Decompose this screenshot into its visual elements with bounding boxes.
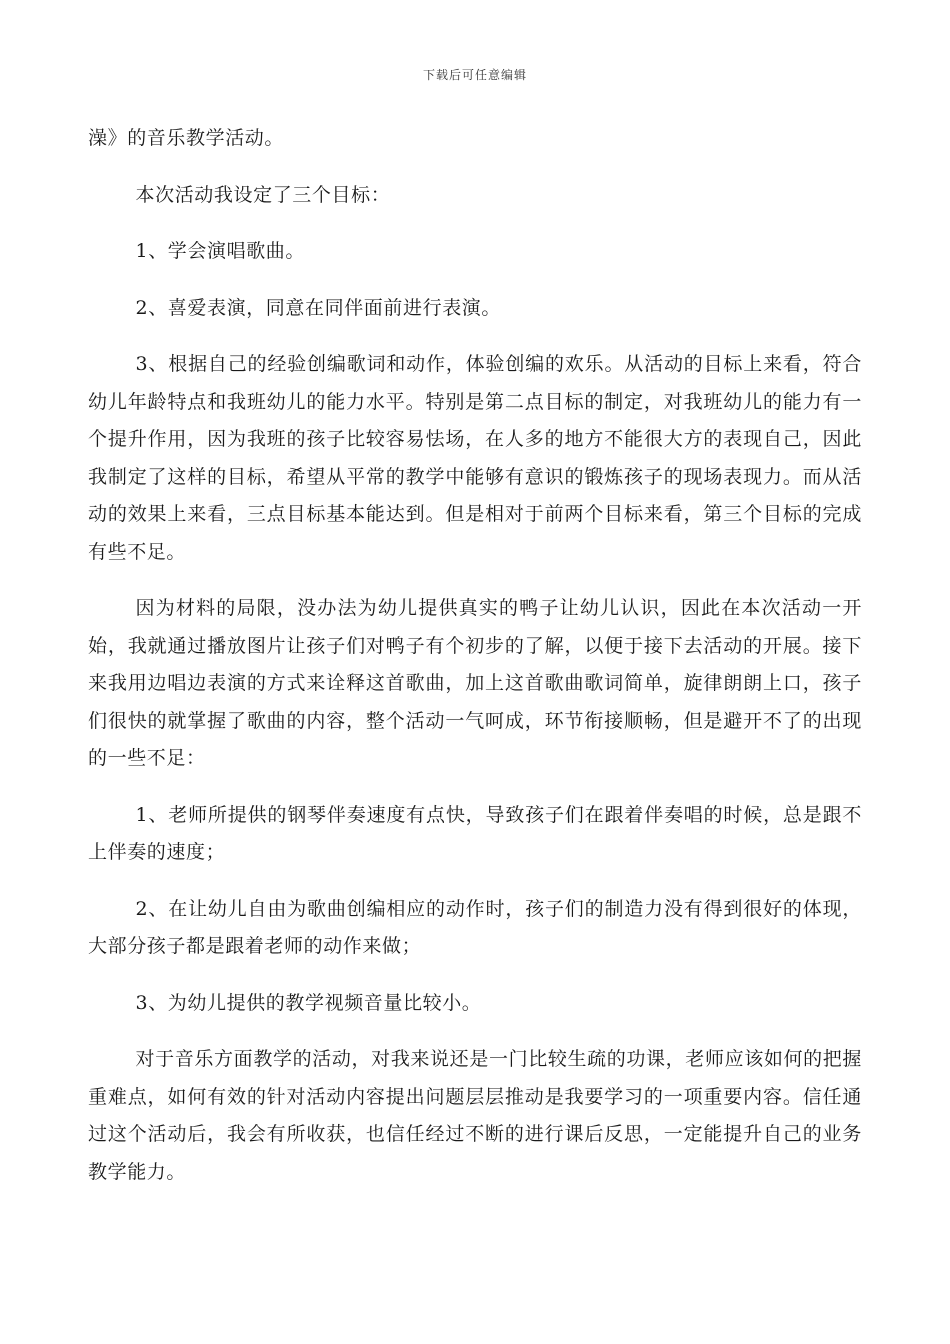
paragraph: 本次活动我设定了三个目标： bbox=[135, 183, 391, 206]
list-item: 2、在让幼儿自由为歌曲创编相应的动作时，孩子们的制造力没有得到很好的体现，大部分孩子都是跟着老师的动作来做； bbox=[88, 897, 862, 957]
list-item: 1、学会演唱歌曲。 bbox=[135, 240, 305, 262]
header-note: 下载后可任意编辑 bbox=[422, 68, 527, 82]
list-item: 2、喜爱表演，同意在同伴面前进行表演。 bbox=[135, 296, 501, 319]
paragraph: 因为材料的局限，没办法为幼儿提供真实的鸭子让幼儿认识，因此在本次活动一开始，我就通过播放图片让孩子们对鸭子有个初步的了解，以便于接下去活动的开展。接下来我用边唱边表演的方式来诠释这首歌曲，加上这首歌曲歌词简单，旋律朗朗上口，孩子们很快的就掌握了歌曲的内容，整个活动一气呵成，环节衔接顺畅，但是避开不了的出现的一些不足： bbox=[88, 597, 862, 769]
paragraph: 对于音乐方面教学的活动，对我来说还是一门比较生疏的功课，老师应该如何的把握重难点，如何有效的针对活动内容提出问题层层推动是我要学习的一项重要内容。信任通过这个活动后，我会有所收获，也信任经过不断的进行课后反思，一定能提升自己的业务教学能力。 bbox=[88, 1048, 862, 1183]
document-body bbox=[88, 120, 862, 1210]
list-item: 3、为幼儿提供的教学视频音量比较小。 bbox=[135, 991, 482, 1014]
list-item: 3、根据自己的经验创编歌词和动作，体验创编的欢乐。从活动的目标上来看，符合幼儿年龄特点和我班幼儿的能力水平。特别是第二点目标的制定，对我班幼儿的能力有一个提升作用，因为我班的孩子比较容易怯场，在人多的地方不能很大方的表现自己，因此我制定了这样的目标，希望从平常的教学中能够有意识的锻炼孩子的现场表现力。而从活动的效果上来看，三点目标基本能达到。但是相对于前两个目标来看，第三个目标的完成有些不足。 bbox=[88, 353, 862, 563]
paragraph: 澡》的音乐教学活动。 bbox=[88, 127, 285, 149]
list-item: 1、老师所提供的钢琴伴奏速度有点快，导致孩子们在跟着伴奏唱的时候，总是跟不上伴奏的速度； bbox=[88, 803, 862, 863]
